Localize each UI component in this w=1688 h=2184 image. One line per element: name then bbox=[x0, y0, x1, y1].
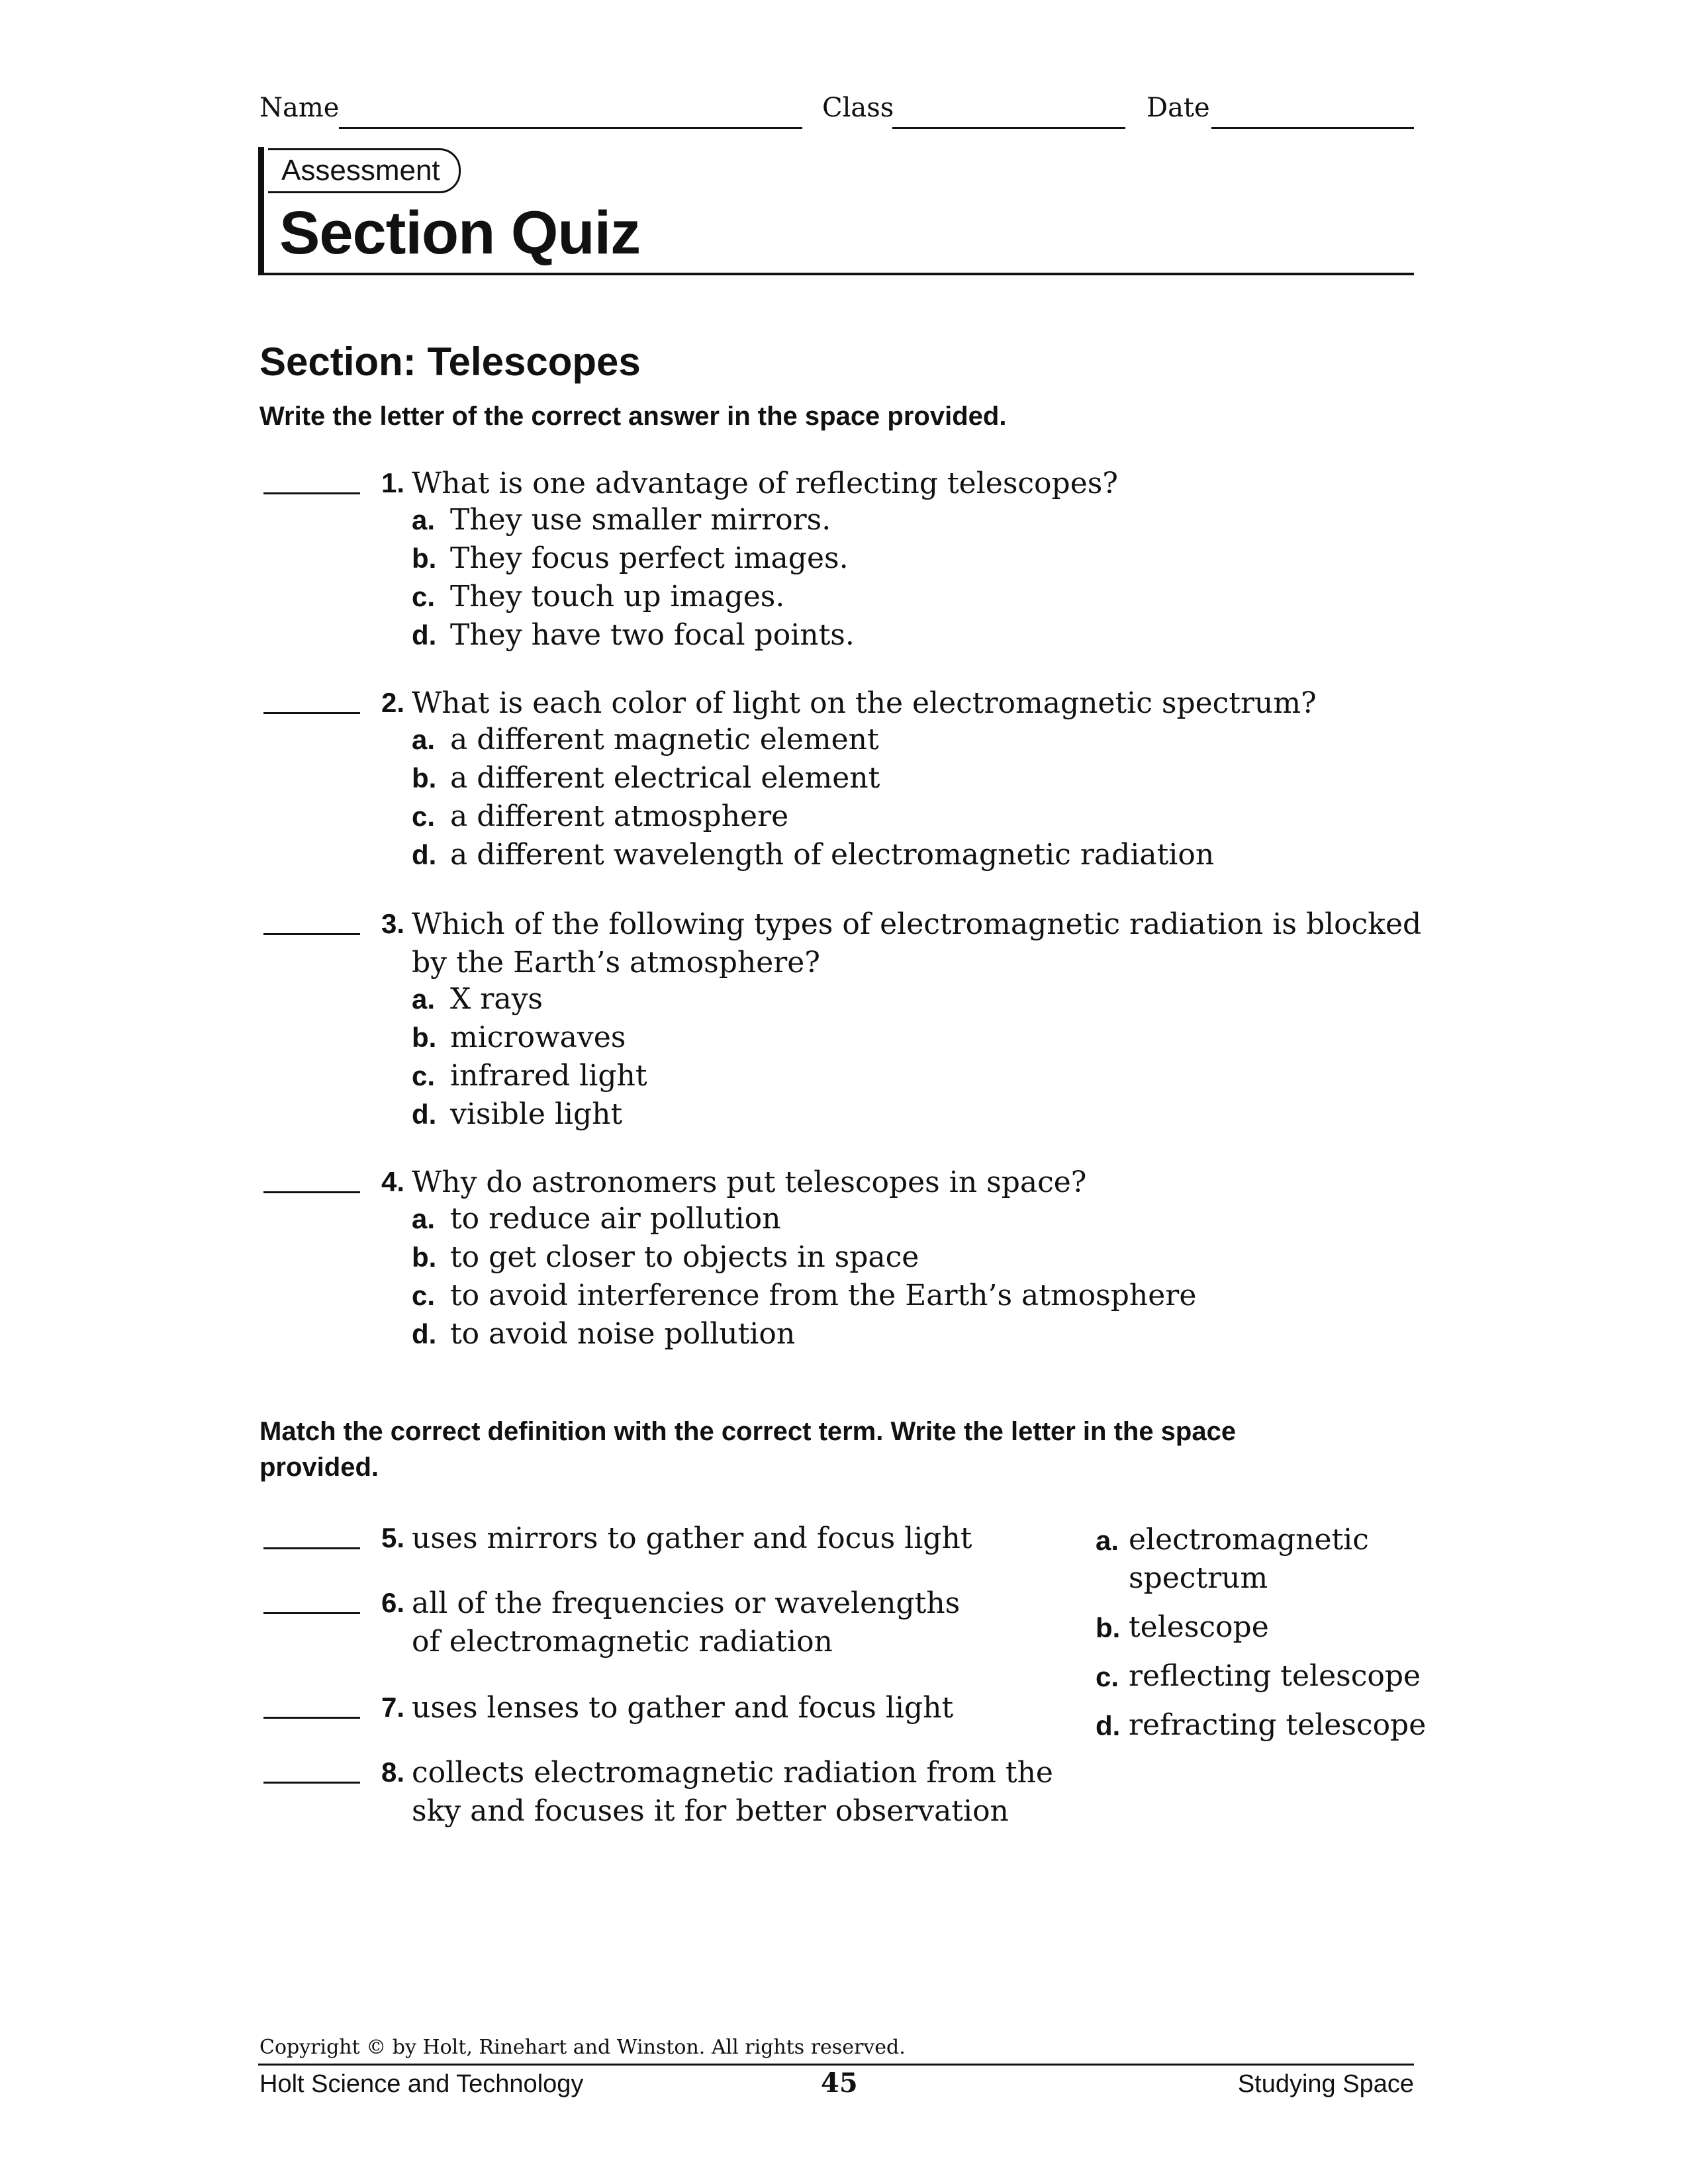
option-text: to get closer to objects in space bbox=[450, 1240, 919, 1274]
option-letter: c. bbox=[412, 581, 436, 612]
option-text: a different magnetic element bbox=[450, 723, 879, 756]
question-text: What is one advantage of reflecting telescopes? bbox=[412, 467, 1118, 500]
footer-divider bbox=[258, 2064, 1414, 2066]
question-text: Which of the following types of electromagnetic radiation is blocked bbox=[412, 907, 1422, 941]
answer-blank-1[interactable] bbox=[263, 492, 360, 494]
answer-blank-6[interactable] bbox=[263, 1612, 360, 1614]
term-text: electromagnetic bbox=[1129, 1523, 1369, 1557]
option-text: They touch up images. bbox=[450, 580, 785, 614]
option-letter: d. bbox=[412, 1099, 437, 1130]
match-item-text-continued: sky and focuses it for better observation bbox=[412, 1794, 1009, 1828]
answer-blank-7[interactable] bbox=[263, 1717, 360, 1719]
answer-blank-5[interactable] bbox=[263, 1547, 360, 1549]
match-item-number: 8. bbox=[381, 1756, 404, 1788]
name-field[interactable] bbox=[339, 127, 802, 129]
question-number: 1. bbox=[381, 467, 404, 498]
title-divider bbox=[258, 273, 1414, 275]
class-label: Class bbox=[822, 93, 894, 123]
option-letter: d. bbox=[412, 619, 437, 651]
term-letter: d. bbox=[1096, 1710, 1121, 1741]
option-letter: b. bbox=[412, 1242, 437, 1273]
page-number: 45 bbox=[821, 2068, 858, 2099]
date-field[interactable] bbox=[1211, 127, 1414, 129]
assessment-badge: Assessment bbox=[268, 148, 461, 193]
option-text: a different electrical element bbox=[450, 761, 880, 795]
match-item-number: 7. bbox=[381, 1692, 404, 1723]
option-letter: b. bbox=[412, 1022, 437, 1053]
name-label: Name bbox=[259, 93, 340, 123]
option-text: They use smaller mirrors. bbox=[450, 503, 831, 537]
match-item-number: 5. bbox=[381, 1522, 404, 1553]
option-letter: c. bbox=[412, 801, 436, 832]
publisher-name: Holt Science and Technology bbox=[259, 2070, 584, 2098]
option-text: to reduce air pollution bbox=[450, 1202, 781, 1236]
chapter-title: Studying Space bbox=[1237, 2070, 1414, 2098]
section-heading: Section: Telescopes bbox=[259, 340, 641, 384]
option-letter: d. bbox=[412, 839, 437, 870]
option-letter: b. bbox=[412, 543, 437, 574]
match-item-text: collects electromagnetic radiation from the bbox=[412, 1756, 1053, 1790]
match-item-text: uses lenses to gather and focus light bbox=[412, 1691, 954, 1725]
option-text: They focus perfect images. bbox=[450, 541, 849, 575]
question-text: Why do astronomers put telescopes in space? bbox=[412, 1165, 1087, 1199]
match-item-text-continued: of electromagnetic radiation bbox=[412, 1625, 833, 1659]
class-field[interactable] bbox=[892, 127, 1125, 129]
copyright-notice: Copyright © by Holt, Rinehart and Winston. All rights reserved. bbox=[259, 2036, 906, 2059]
answer-blank-8[interactable] bbox=[263, 1782, 360, 1784]
answer-blank-3[interactable] bbox=[263, 933, 360, 935]
instructions-matching-line1: Match the correct definition with the correct term. Write the letter in the space bbox=[259, 1417, 1237, 1446]
option-letter: a. bbox=[412, 724, 436, 755]
option-text: to avoid interference from the Earth’s atmosphere bbox=[450, 1279, 1197, 1312]
page-title: Section Quiz bbox=[279, 199, 641, 267]
option-letter: d. bbox=[412, 1318, 437, 1349]
option-text: a different wavelength of electromagnetic radiation bbox=[450, 838, 1215, 872]
title-bar-accent bbox=[258, 147, 264, 274]
option-letter: a. bbox=[412, 1203, 436, 1234]
option-text: microwaves bbox=[450, 1021, 626, 1054]
option-text: They have two focal points. bbox=[450, 618, 855, 652]
match-item-text: uses mirrors to gather and focus light bbox=[412, 1522, 972, 1555]
option-text: visible light bbox=[450, 1097, 623, 1131]
question-number: 4. bbox=[381, 1166, 404, 1197]
term-letter: a. bbox=[1096, 1525, 1119, 1556]
option-letter: a. bbox=[412, 504, 436, 535]
option-text: to avoid noise pollution bbox=[450, 1317, 796, 1351]
date-label: Date bbox=[1147, 93, 1210, 123]
option-text: infrared light bbox=[450, 1059, 647, 1093]
option-letter: c. bbox=[412, 1280, 436, 1311]
match-item-text: all of the frequencies or wavelengths bbox=[412, 1586, 961, 1620]
option-letter: a. bbox=[412, 983, 436, 1015]
question-text-continued: by the Earth’s atmosphere? bbox=[412, 946, 820, 979]
term-text-continued: spectrum bbox=[1129, 1561, 1268, 1595]
answer-blank-2[interactable] bbox=[263, 712, 360, 714]
option-letter: c. bbox=[412, 1060, 436, 1091]
question-number: 2. bbox=[381, 687, 404, 718]
instructions-multiple-choice: Write the letter of the correct answer in the space provided. bbox=[259, 402, 1007, 431]
term-text: reflecting telescope bbox=[1129, 1659, 1421, 1693]
term-letter: b. bbox=[1096, 1612, 1121, 1643]
question-text: What is each color of light on the electromagnetic spectrum? bbox=[412, 686, 1317, 720]
term-letter: c. bbox=[1096, 1661, 1119, 1692]
option-text: X rays bbox=[450, 982, 543, 1016]
answer-blank-4[interactable] bbox=[263, 1191, 360, 1193]
term-text: telescope bbox=[1129, 1610, 1269, 1644]
question-number: 3. bbox=[381, 908, 404, 939]
option-text: a different atmosphere bbox=[450, 799, 789, 833]
term-text: refracting telescope bbox=[1129, 1708, 1427, 1742]
option-letter: b. bbox=[412, 762, 437, 794]
instructions-matching-line2: provided. bbox=[259, 1453, 379, 1482]
match-item-number: 6. bbox=[381, 1587, 404, 1618]
